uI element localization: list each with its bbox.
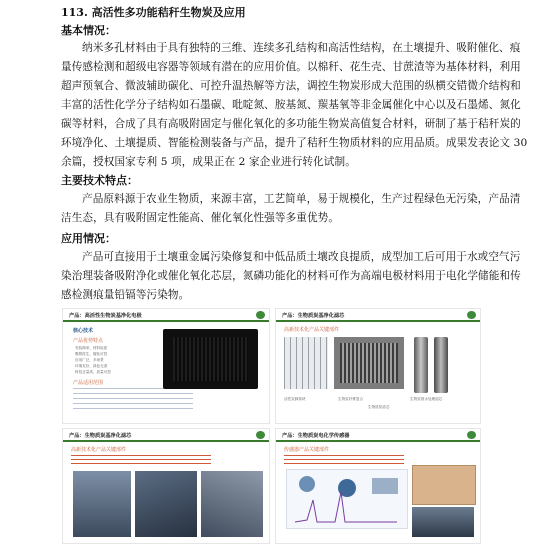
- lab-photo: [201, 471, 263, 537]
- bullet-item: 科技含量高，质量可控: [75, 370, 111, 374]
- page-title: 113. 高活性多功能秸秆生物炭及应用: [61, 6, 246, 19]
- paragraph-line: 碳等材料，合成了具有高吸附固定与催化氧化的多功能生物炭高值复合材料，研制了基于秸秆炭的: [61, 118, 521, 130]
- paragraph-line: 产品可直接用于土壤重金属污染修复和中低品质土壤改良提质，成型加工后可用于水或空气污: [82, 251, 521, 263]
- slide-title: 产品：高活性生物炭基净化电极: [69, 313, 142, 319]
- fiber-filter-image: [334, 337, 404, 389]
- text-block-image: [73, 388, 193, 410]
- slide-subheading: 高新技术化产品关键部件: [71, 447, 127, 453]
- paragraph-line: 产品原料源于农业生物质，来源丰富，工艺简单，易于规模化，生产过程绿色无污染，产品清: [82, 193, 521, 205]
- slide-subheading: 传感器产品关键部件: [284, 447, 330, 453]
- image-caption: 生物质炭滤芯: [368, 405, 390, 409]
- paragraph-line: 洁生态，具有吸附固定性能高、催化氧化性强等多重优势。: [61, 212, 340, 224]
- slide-divider: [63, 320, 269, 322]
- slide-subheading: 产品适用范围: [73, 380, 104, 386]
- logo-icon: [467, 431, 476, 439]
- paragraph-line: 丰富的活性化学分子结构如石墨碳、吡啶氮、胺基氮、羰基氧等非金属催化中心以及石墨烯、氮化: [61, 99, 521, 111]
- electrode-product-image: [163, 329, 258, 389]
- section-heading-features: 主要技术特点：: [61, 174, 138, 187]
- cartridge-filter-image: [414, 337, 428, 393]
- honeycomb-filter-image: [284, 337, 328, 389]
- text-block-image: [71, 455, 211, 465]
- paragraph-line: 纳米多孔材料由于具有独特的三维、连续多孔结构和高活性结构，在土壤提升、吸附催化、痕: [82, 42, 521, 54]
- logo-icon: [256, 431, 265, 439]
- text-block-image: [284, 455, 404, 465]
- sensor-diagram: [286, 469, 408, 529]
- paragraph-line: 量传感检测和超级电容器等领域有潜在的应用价值。以棉秆、花生壳、甘蔗渣等为基体材料，利用: [61, 61, 521, 73]
- equipment-photo: [412, 507, 474, 537]
- diagram-node: [299, 476, 315, 492]
- paragraph-line: 超声预氧合、微波辅助碳化、可控升温热解等方法，调控生物炭形成大范围的纵横交错微介结构和: [61, 80, 521, 92]
- section-heading-basic: 基本情况：: [61, 24, 116, 37]
- cartridge-filter-image: [434, 337, 448, 393]
- diagram-node: [372, 478, 398, 494]
- bullet-item: 吸附再生，催化可控: [75, 352, 108, 356]
- slide-divider: [276, 320, 480, 322]
- bullet-item: 应用广泛，多场景: [75, 358, 104, 362]
- logo-icon: [256, 311, 265, 319]
- bullet-item: 安装简单，材料轻质: [75, 346, 108, 350]
- slide-title: 产品：生物质炭基净化滤芯: [69, 433, 132, 439]
- section-heading-application: 应用情况：: [61, 232, 116, 245]
- product-slide-electrode: [63, 309, 269, 423]
- slide-subheading: 高新技术化产品关键部件: [284, 327, 340, 333]
- slide-core-label: 核心技术: [73, 328, 94, 334]
- paragraph-line: 余篇，授权国家专利 5 项，成果正在 2 家企业进行转化试制。: [61, 156, 356, 168]
- image-caption: 生物炭基水处理滤芯: [410, 397, 443, 401]
- product-slide-sensor: [276, 429, 480, 543]
- slide-divider: [276, 440, 480, 442]
- slide-subheading: 产品优势特点: [73, 338, 104, 344]
- product-slide-filter: [276, 309, 480, 423]
- product-slide-filter-application: [63, 429, 269, 543]
- image-caption: 生物炭纤维复合: [338, 397, 364, 401]
- paragraph-line: 染治理装备吸附净化或催化氧化芯层，氮磷功能化的材料可作为高端电极材料用于电化学储能和传: [61, 270, 521, 282]
- sensor-diagram-graphic: [287, 470, 407, 528]
- logo-icon: [467, 311, 476, 319]
- image-caption: 活性炭蜂窝块: [284, 397, 306, 401]
- certificate-image: [412, 465, 476, 505]
- bullet-item: 环境友好，绿色无害: [75, 364, 108, 368]
- slide-title: 产品：生物质炭基净化滤芯: [282, 313, 345, 319]
- lab-photo: [73, 471, 131, 537]
- paragraph-line: 环境净化、土壤提质、智能检测装备与产品，提升了秸秆生物质材料的应用品质。成果发表论文 30: [61, 137, 528, 149]
- slide-divider: [63, 440, 269, 442]
- slide-title: 产品：生物质炭电化学传感器: [282, 433, 350, 439]
- lab-photo: [135, 471, 197, 537]
- paragraph-line: 感检测痕量铅镉等污染物。: [61, 289, 190, 301]
